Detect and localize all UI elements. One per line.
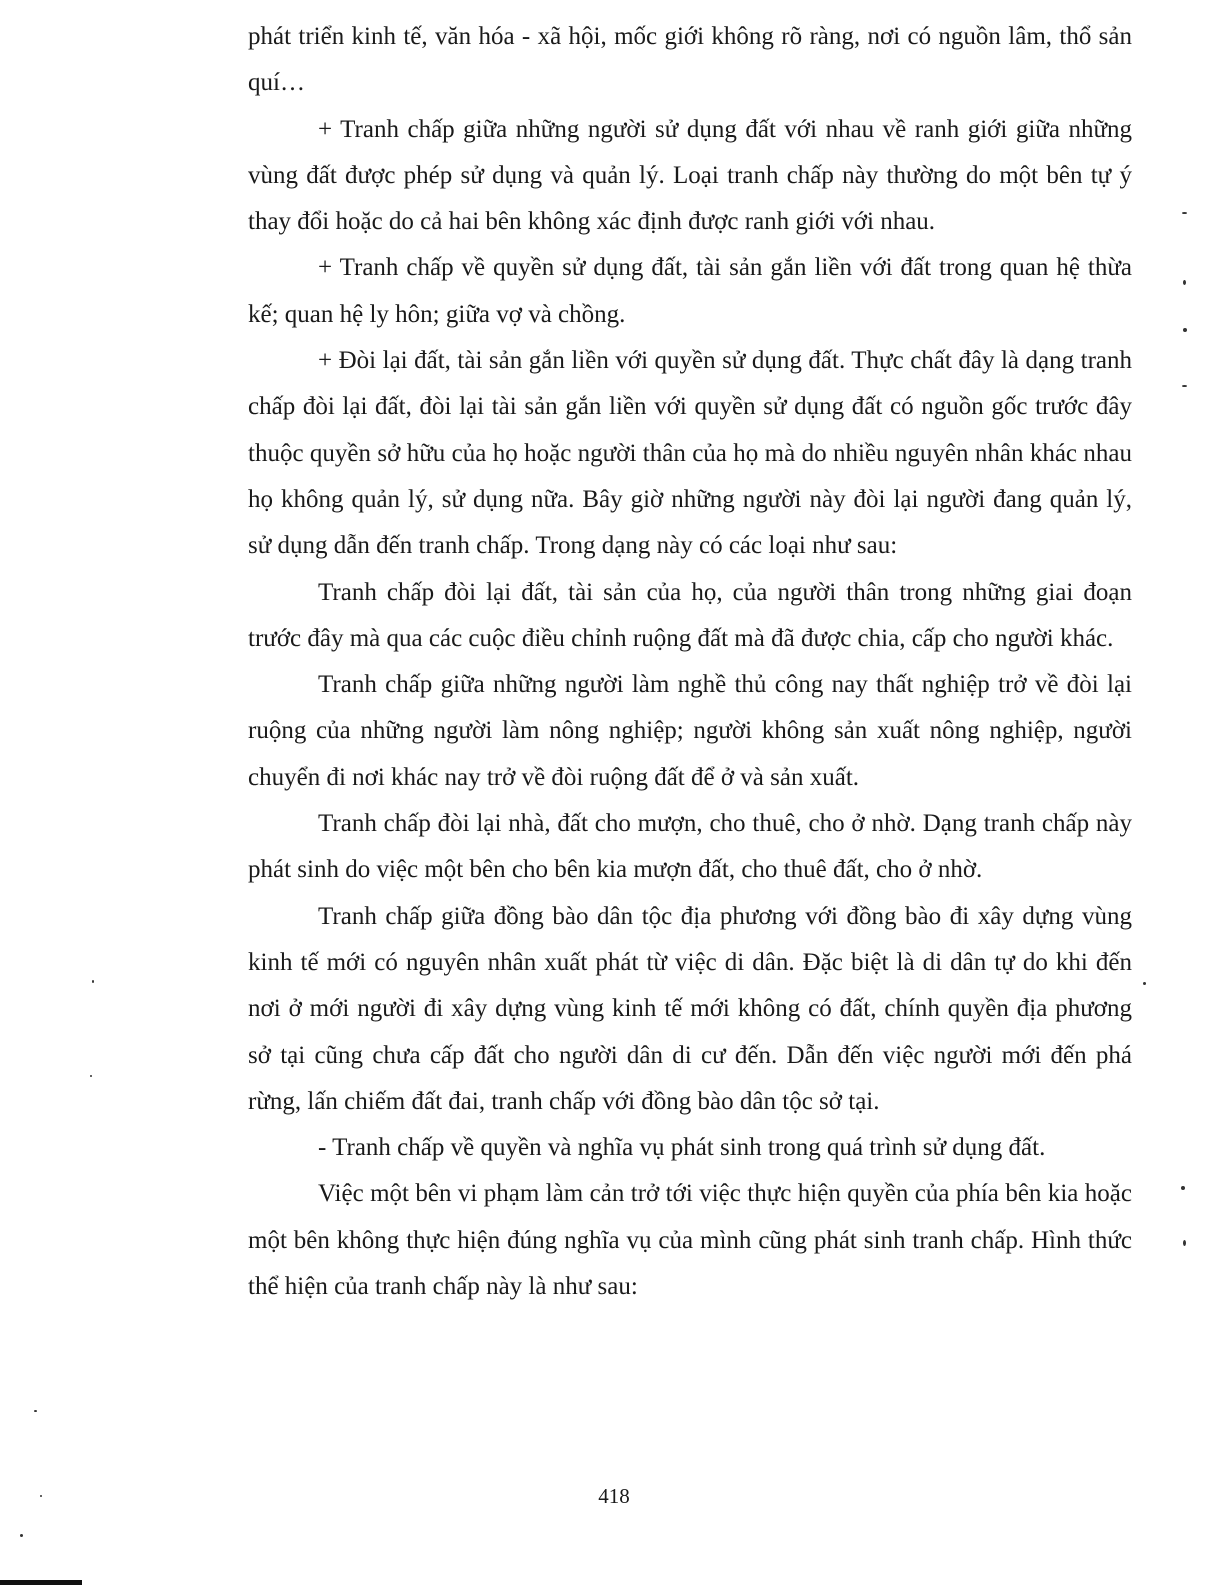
scan-speck [90,1075,92,1077]
paragraph-rights-obligations-heading: - Tranh chấp về quyền và nghĩa vụ phát sinh trong quá trình sử dụng đất. [318,1134,1046,1162]
paragraph-craftsmen-disputes: Tranh chấp giữa những người làm nghề thủ công nay thất nghiệp trở về đòi lại ruộng của những người làm nông nghiệp; người không sản xuất nông nghiệp, người chuyển đi nơi khác nay trở về đòi ruộng đất để ở và sản xuất. [248,671,1132,791]
scan-edge-mark [0,1580,82,1585]
paragraph-violation: Việc một bên vi phạm làm cản trở tới việc thực hiện quyền của phía bên kia hoặc một bên không thực hiện đúng nghĩa vụ của mình cũng phát sinh tranh chấp. Hình thức thể hiện của tranh chấp này là như sau: [248,1180,1132,1301]
scan-speck [1183,280,1186,285]
scan-speck [1183,1240,1186,1246]
paragraph-ethnic-migration-disputes: Tranh chấp giữa đồng bào dân tộc địa phương với đồng bào đi xây dựng vùng kinh tế mới có nguyên nhân xuất phát từ việc di dân. Đặc biệt là di dân tự do khi đến nơi ở mới người đi xây dựng vùng kinh tế mới không có đất, chính quyền địa phương sở tại cũng chưa cấp đất cho người dân di cư đến. Dẫn đến việc người mới đến phá rừng, lấn chiếm đất đai, tranh chấp với đồng bào dân tộc sở tại. [248,902,1132,1115]
scan-speck [1182,385,1187,387]
scan-speck [34,1410,37,1412]
paragraph-reclaim-previous-periods: Tranh chấp đòi lại đất, tài sản của họ, của người thân trong những giai đoạn trước đây mà qua các cuộc điều chỉnh ruộng đất mà đã được chia, cấp cho người khác. [248,578,1132,652]
paragraph-lending-disputes: Tranh chấp đòi lại nhà, đất cho mượn, cho thuê, cho ở nhờ. Dạng tranh chấp này phát sinh do việc một bên cho bên kia mượn đất, cho thuê đất, cho ở nhờ. [248,810,1132,884]
scan-speck [1143,982,1146,985]
scan-speck [1181,1186,1185,1190]
document-body [248,14,1132,1310]
scan-speck [20,1534,23,1537]
paragraph-inheritance-disputes: + Tranh chấp về quyền sử dụng đất, tài sản gắn liền với đất trong quan hệ thừa kế; quan hệ ly hôn; giữa vợ và chồng. [248,254,1132,328]
scan-speck [40,1495,42,1497]
paragraph-reclaim-land: + Đòi lại đất, tài sản gắn liền với quyền sử dụng đất. Thực chất đây là dạng tranh chấp đòi lại đất, đòi lại tài sản gắn liền với quyền sử dụng đất có nguồn gốc trước đây thuộc quyền sở hữu của họ hoặc người thân của họ mà do nhiều nguyên nhân khác nhau họ không quản lý, sử dụng nữa. Bây giờ những người này đòi lại người đang quản lý, sử dụng dẫn đến tranh chấp. Trong dạng này có các loại như sau: [248,347,1132,560]
scan-speck [1182,212,1187,214]
scan-speck [1183,328,1187,332]
paragraph-continuation: phát triển kinh tế, văn hóa - xã hội, mốc giới không rõ ràng, nơi có nguồn lâm, thổ sản quí… [248,23,1132,97]
page-number: 418 [598,1484,630,1508]
paragraph-boundary-disputes: + Tranh chấp giữa những người sử dụng đất với nhau về ranh giới giữa những vùng đất được phép sử dụng và quản lý. Loại tranh chấp này thường do một bên tự ý thay đổi hoặc do cả hai bên không xác định được ranh giới với nhau. [248,115,1132,236]
scan-speck [92,980,94,983]
